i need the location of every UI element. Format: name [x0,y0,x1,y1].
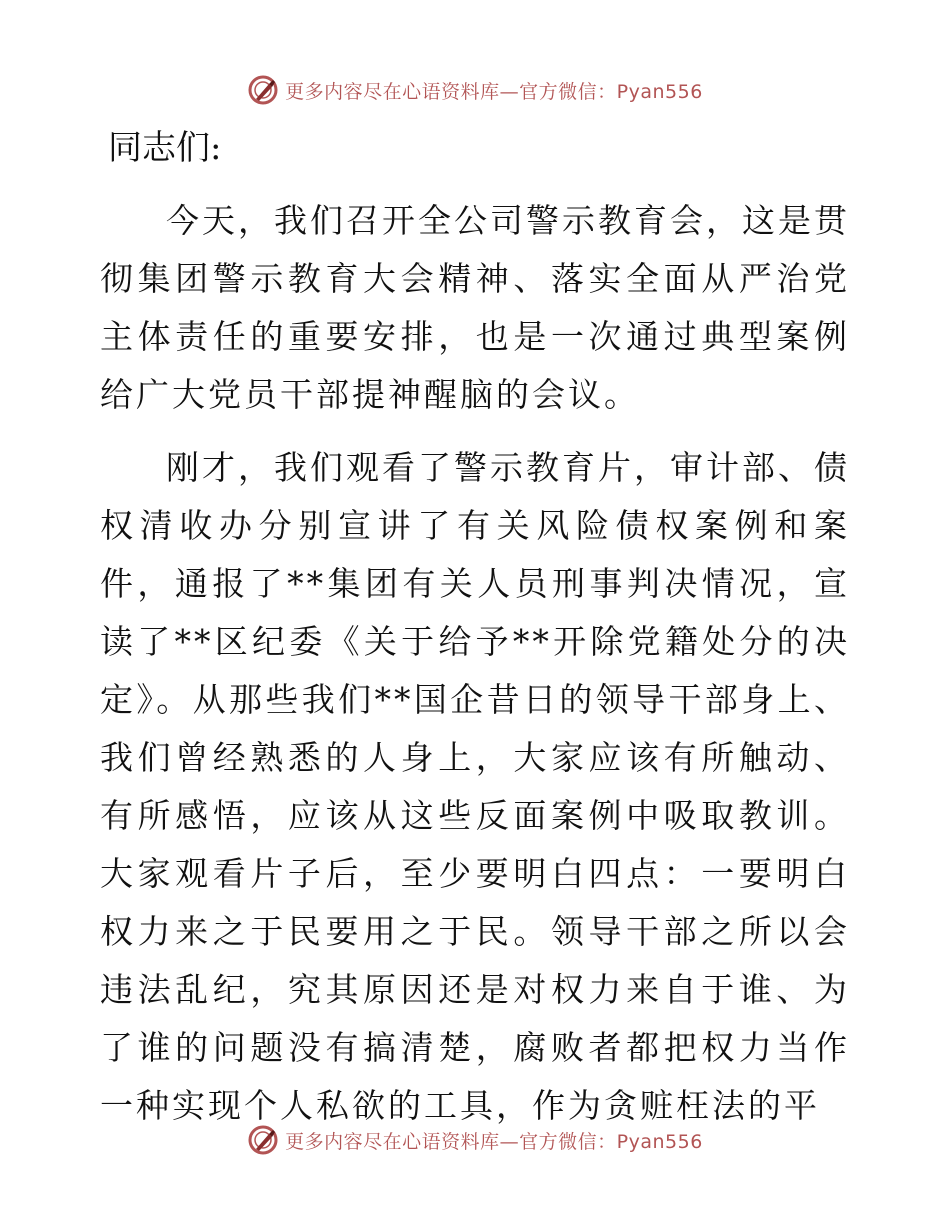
footer-banner-id: Pyan556 [616,1130,703,1153]
paragraph-2: 刚才，我们观看了警示教育片，审计部、债权清收办分别宣讲了有关风险债权案例和案件，通报了**集团有关人员刑事判决情况，宣读了**区纪委《关于给予**开除党籍处分的决定》。从那些我们**国企昔日的领导干部身上、我们曾经熟悉的人身上，大家应该有所触动、有所感悟，应该从这些反面案例中吸取教训。大家观看片子后，至少要明白四点：一要明白权力来之于民要用之于民。领导干部之所以会违法乱纪，究其原因还是对权力来自于谁、为了谁的问题没有搞清楚，腐败者都把权力当作一种实现个人私欲的工具，作为贪赃枉法的平 [100,448,850,1125]
salutation: 同志们: [108,128,222,168]
header-banner-text: 更多内容尽在心语资料库—官方微信：Pyan556 [285,80,703,103]
footer-banner [0,1120,950,1160]
paragraph-1: 今天，我们召开全公司警示教育会，这是贯彻集团警示教育大会精神、落实全面从严治党主体责任的重要安排，也是一次通过典型案例给广大党员干部提神醒脑的会议。 [100,201,850,414]
document-body [100,126,850,1135]
header-banner-id: Pyan556 [616,80,703,103]
header-banner [0,70,950,110]
seal-logo-icon [247,74,279,106]
seal-logo-icon [247,1124,279,1156]
footer-banner-text: 更多内容尽在心语资料库—官方微信：Pyan556 [285,1130,703,1153]
